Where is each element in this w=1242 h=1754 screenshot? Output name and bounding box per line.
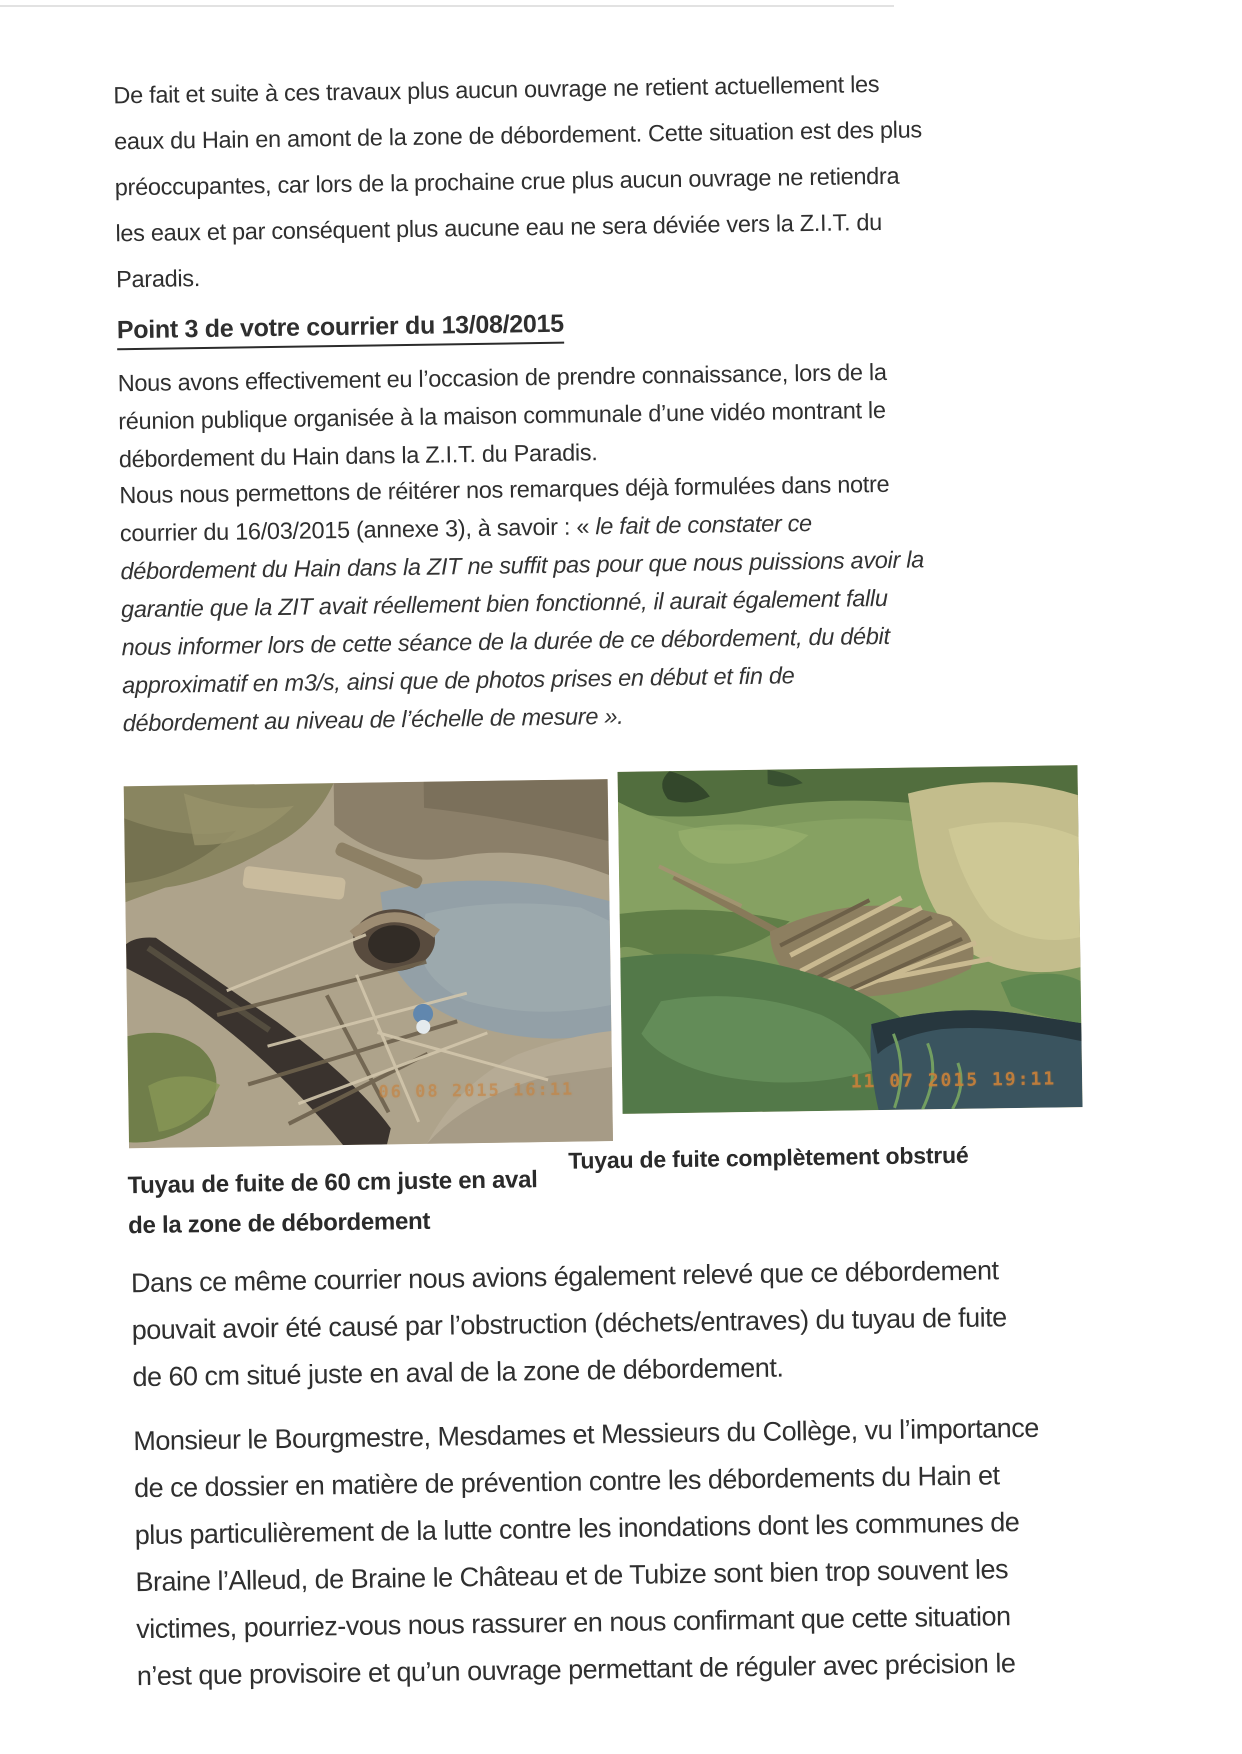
paragraph-intro [113,60,924,302]
photo-caption-left [127,1160,538,1246]
text-run: courrier du 16/03/2015 (annexe 3), à savoir : « [119,513,596,547]
paragraph-video [117,353,888,478]
text-line: Nous nous permettons de réitérer nos remarques déjà formulées dans notre [119,470,890,509]
text-run-italic: le fait de constater ce [595,510,813,540]
text-line: De fait et suite à ces travaux plus aucun ouvrage ne retient actuellement les [113,70,880,109]
obstructed-stream-illustration [618,765,1083,1114]
paragraph-quote [119,464,926,742]
text-line: débordement du Hain dans la Z.I.T. du Paradis. [118,439,598,473]
section-heading-text: Point 3 de votre courrier du 13/08/2015 [117,310,564,351]
photo-caption-right: Tuyau de fuite complètement obstrué [568,1141,969,1174]
text-line: les eaux et par conséquent plus aucune eau ne sera déviée vers la Z.I.T. du [115,208,883,247]
text-line: pouvait avoir été causé par l’obstruction (déchets/entraves) du tuyau de fuite [131,1302,1007,1346]
text-line: nous informer lors de cette séance de la durée de ce débordement, du débit [121,622,890,661]
text-line: Dans ce même courrier nous avions également relevé que ce débordement [130,1255,999,1299]
text-line: plus particulièrement de la lutte contre les inondations dont les communes de [134,1507,1020,1551]
caption-line: Tuyau de fuite de 60 cm juste en aval [127,1166,538,1200]
text-line: eaux du Hain en amont de la zone de débordement. Cette situation est des plus [113,116,922,155]
text-line: approximatif en m3/s, ainsi que de photos prises en début et fin de [121,662,795,699]
text-line: de 60 cm situé juste en aval de la zone de débordement. [132,1352,784,1393]
photo-right-obstructed-pipe [618,765,1083,1114]
text-line: n’est que provisoire et qu’un ouvrage permettant de réguler avec précision le [136,1648,1016,1692]
text-line: de ce dossier en matière de prévention contre les débordements du Hain et [133,1460,1000,1504]
photo-timestamp: 06 08 2015 16:11 [378,1079,575,1103]
text-line: Braine l’Alleud, de Braine le Château et de Tubize sont bien trop souvent les [135,1554,1009,1598]
paragraph-obstruction [131,1247,1008,1401]
text-line: débordement du Hain dans la ZIT ne suffit pas pour que nous puissions avoir la [120,546,925,585]
text-line: victimes, pourriez-vous nous rassurer en nous confirmant que cette situation [135,1601,1011,1645]
photo-timestamp: 11 07 2015 19:11 [850,1068,1057,1093]
text-line: garantie que la ZIT avait réellement bien fonctionné, il aurait également fallu [120,584,888,623]
section-heading [117,310,564,351]
text-line: Nous avons effectivement eu l’occasion de prendre connaissance, lors de la [117,358,887,397]
paragraph-closing [133,1405,1042,1700]
caption-line: de la zone de débordement [127,1207,431,1240]
text-line: débordement au niveau de l’échelle de mesure ». [122,702,624,737]
photo-left-leak-pipe [124,779,613,1148]
text-line: réunion publique organisée à la maison communale d’une vidéo montrant le [118,396,886,435]
text-line: Monsieur le Bourgmestre, Mesdames et Messieurs du Collège, vu l’importance [133,1412,1039,1457]
text-line: Paradis. [115,265,201,293]
text-line: préoccupantes, car lors de la prochaine crue plus aucun ouvrage ne retiendra [114,162,900,201]
